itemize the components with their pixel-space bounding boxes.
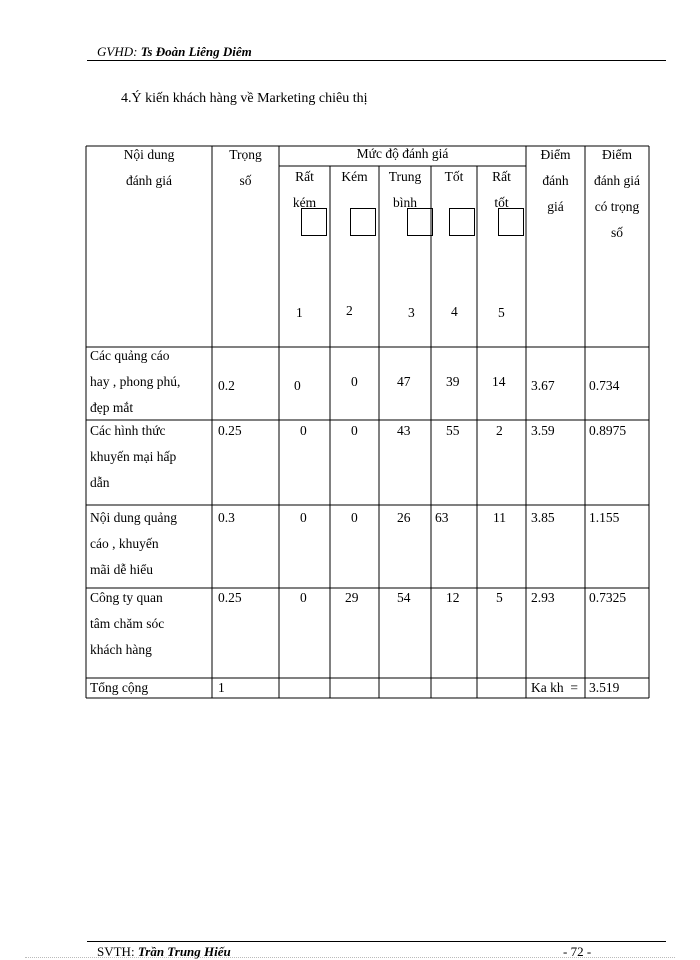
level-label-line1: Trung	[388, 169, 422, 184]
header-label: GVHD:	[97, 44, 138, 59]
col-header-wscore-line: số	[610, 225, 623, 240]
row-value: 0	[300, 590, 307, 605]
row-weighted-score: 1.155	[589, 510, 620, 525]
row-label-line: khách hàng	[90, 642, 152, 657]
row-value: 39	[446, 374, 460, 389]
row-label-line: Công ty quan	[90, 590, 163, 605]
row-weighted-score: 0.734	[589, 378, 620, 393]
header-advisor-name: Ts Đoàn Liêng Diêm	[140, 44, 252, 59]
row-label-line: đẹp mắt	[90, 400, 134, 415]
row-value: 63	[435, 510, 449, 525]
level-label-line2: tốt	[494, 195, 509, 210]
level-number: 5	[498, 305, 505, 320]
row-weight: 0.2	[218, 378, 235, 393]
page-number: - 72 -	[563, 944, 592, 959]
row-value: 54	[397, 590, 411, 605]
row-value: 0	[300, 510, 307, 525]
col-header-wscore-line: có trọng	[594, 199, 640, 214]
row-value: 0	[351, 423, 358, 438]
level-label-line1: Kém	[341, 169, 368, 184]
row-weight: 0.25	[218, 423, 242, 438]
row-value: 43	[397, 423, 411, 438]
row-score: 3.67	[531, 378, 555, 393]
row-weighted-score: 0.8975	[589, 423, 627, 438]
section-title: 4.Ý kiến khách hàng về Marketing chiêu thị	[121, 91, 368, 106]
col-header-content-line: Nội dung	[123, 147, 175, 162]
level-checkbox	[449, 208, 475, 236]
level-header-poor	[330, 164, 379, 190]
col-header-weight-line: số	[239, 173, 252, 188]
row-label	[90, 505, 177, 583]
level-checkbox	[498, 208, 524, 236]
level-label-line1: Tốt	[444, 169, 464, 184]
row-value: 11	[493, 510, 506, 525]
total-label: Tổng cộng	[90, 680, 149, 695]
level-number: 1	[296, 305, 303, 320]
footer-rule	[87, 941, 666, 942]
row-label	[90, 585, 164, 663]
row-value: 0	[351, 374, 358, 389]
row-value: 2	[496, 423, 503, 438]
row-label-line: Nội dung quảng	[90, 510, 177, 525]
row-value: 5	[496, 590, 503, 605]
row-value: 29	[345, 590, 359, 605]
row-score: 3.59	[531, 423, 555, 438]
col-header-score-line: giá	[547, 199, 564, 214]
col-header-content-line: đánh giá	[125, 173, 173, 188]
row-weight: 0.3	[218, 510, 235, 525]
row-weight: 0.25	[218, 590, 242, 605]
level-number: 3	[408, 305, 415, 320]
row-label-line: Các hình thức	[90, 423, 166, 438]
page-bottom-border	[25, 957, 675, 958]
row-weighted-score: 0.7325	[589, 590, 627, 605]
col-header-weight-line: Trọng	[229, 147, 262, 162]
col-header-wscore-line: Điểm	[602, 147, 632, 162]
col-header-content	[86, 142, 212, 194]
row-value: 26	[397, 510, 411, 525]
total-score-label: Ka kh =	[531, 680, 578, 695]
col-header-wscore-line: đánh giá	[593, 173, 641, 188]
level-label-line2: bình	[392, 195, 417, 210]
row-label-line: Các quảng cáo	[90, 348, 170, 363]
footer-label: SVTH:	[97, 944, 135, 959]
row-label-line: hay , phong phú,	[90, 374, 181, 389]
row-label-line: dẫn	[90, 475, 110, 490]
level-checkbox	[301, 208, 327, 236]
level-label-line2: kém	[292, 195, 317, 210]
total-weighted-score: 3.519	[589, 680, 620, 695]
row-label-line: khuyến mại hấp	[90, 449, 177, 464]
level-label-line1: Rất	[295, 169, 314, 184]
row-value: 12	[446, 590, 460, 605]
footer-student-name: Trần Trung Hiếu	[137, 944, 231, 959]
col-header-score-line: Điểm	[540, 147, 571, 162]
row-value: 47	[397, 374, 411, 389]
row-score: 2.93	[531, 590, 555, 605]
row-value: 0	[351, 510, 358, 525]
col-header-level: Mức độ đánh giá	[356, 146, 449, 161]
row-label-line: cáo , khuyến	[90, 536, 159, 551]
row-label	[90, 343, 180, 421]
row-label-line: tâm chăm sóc	[90, 616, 165, 631]
total-weight: 1	[218, 680, 225, 695]
row-value: 0	[300, 423, 307, 438]
row-value: 55	[446, 423, 460, 438]
row-value: 14	[492, 374, 506, 389]
col-header-weight	[212, 142, 279, 194]
col-header-score-line: đánh	[542, 173, 569, 188]
level-number: 2	[346, 303, 353, 318]
col-header-score	[526, 142, 585, 220]
level-label-line1: Rất	[492, 169, 511, 184]
row-score: 3.85	[531, 510, 555, 525]
level-header-good	[431, 164, 477, 190]
level-checkbox	[350, 208, 376, 236]
level-number: 4	[451, 304, 458, 319]
row-label-line: mãi dễ hiểu	[90, 562, 153, 577]
col-header-weighted-score	[585, 142, 649, 246]
row-value: 0	[294, 378, 301, 393]
level-checkbox	[407, 208, 433, 236]
row-label	[90, 418, 176, 496]
